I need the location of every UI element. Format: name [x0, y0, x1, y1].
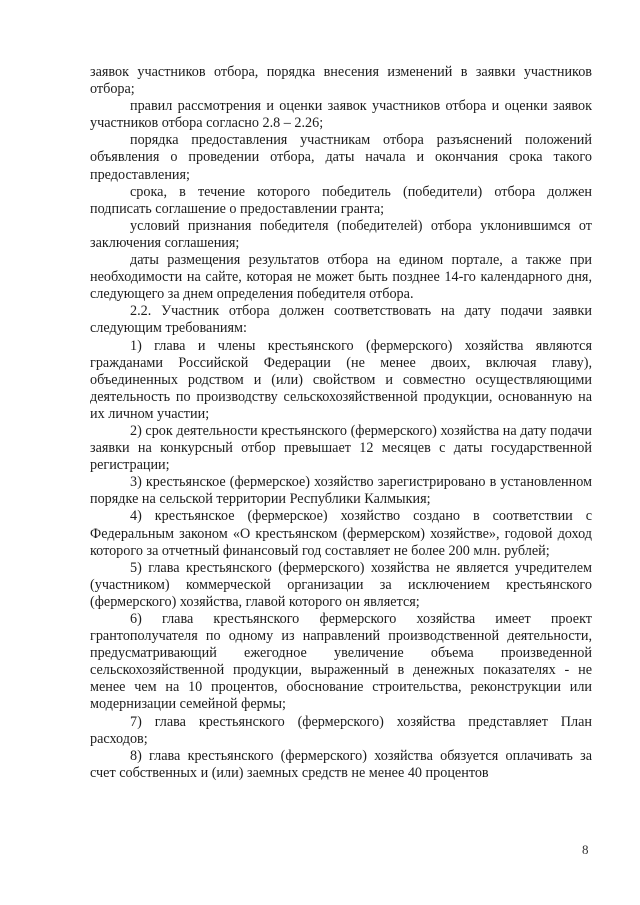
paragraph: заявок участников отбора, порядка внесения изменений в заявки участников отбора;: [90, 64, 592, 98]
requirement-item: 6) глава крестьянского фермерского хозяйства имеет проект грантополучателя по одному из направлений производственной деятельности, предусматривающий ежегодное увеличение объема произведенной сельскохозяйственной продукции, выраженный в денежных показателях - не менее чем на 10 процентов, обоснование строительства, реконструкции или модернизации семейной фермы;: [90, 611, 592, 713]
requirement-item: 7) глава крестьянского (фермерского) хозяйства представляет План расходов;: [90, 713, 592, 747]
requirement-item: 8) глава крестьянского (фермерского) хозяйства обязуется оплачивать за счет собственных и (или) заемных средств не менее 40 процентов: [90, 747, 592, 781]
page-number: 8: [582, 842, 589, 857]
requirement-item: 2) срок деятельности крестьянского (фермерского) хозяйства на дату подачи заявки на конкурсный отбор превышает 12 месяцев с даты государственной регистрации;: [90, 422, 592, 474]
paragraph: срока, в течение которого победитель (победители) отбора должен подписать соглашение о предоставлении гранта;: [90, 183, 592, 217]
document-body: [90, 64, 592, 782]
requirement-item: 3) крестьянское (фермерское) хозяйство зарегистрировано в установленном порядке на сельской территории Республики Калмыкия;: [90, 474, 592, 508]
paragraph: порядка предоставления участникам отбора разъяснений положений объявления о проведении отбора, даты начала и окончания срока такого предоставления;: [90, 132, 592, 183]
section-heading-paragraph: 2.2. Участник отбора должен соответствовать на дату подачи заявки следующим требованиям:: [90, 303, 592, 337]
requirement-item: 1) глава и члены крестьянского (фермерского) хозяйства являются гражданами Российской Федерации (не менее двоих, включая главу), объединенных родством и (или) свойством и совместно осуществляющими деятельность по производству сельскохозяйственной продукции, основанную на их личном участии;: [90, 337, 592, 422]
requirement-item: 4) крестьянское (фермерское) хозяйство создано в соответствии с Федеральным законом «О крестьянском (фермерском) хозяйстве», годовой доход которого за отчетный финансовый год составляет не более 200 млн. рублей;: [90, 508, 592, 559]
paragraph: условий признания победителя (победителей) отбора уклонившимся от заключения соглашения;: [90, 217, 592, 251]
paragraph: даты размещения результатов отбора на едином портале, а также при необходимости на сайте, которая не может быть позднее 14-го календарного дня, следующего за днем определения победителя отбора.: [90, 252, 592, 303]
requirement-item: 5) глава крестьянского (фермерского) хозяйства не является учредителем (участником) коммерческой организации за исключением крестьянского (фермерского) хозяйства, главой которого он является;: [90, 559, 592, 610]
paragraph: правил рассмотрения и оценки заявок участников отбора и оценки заявок участников отбора согласно 2.8 – 2.26;: [90, 98, 592, 132]
